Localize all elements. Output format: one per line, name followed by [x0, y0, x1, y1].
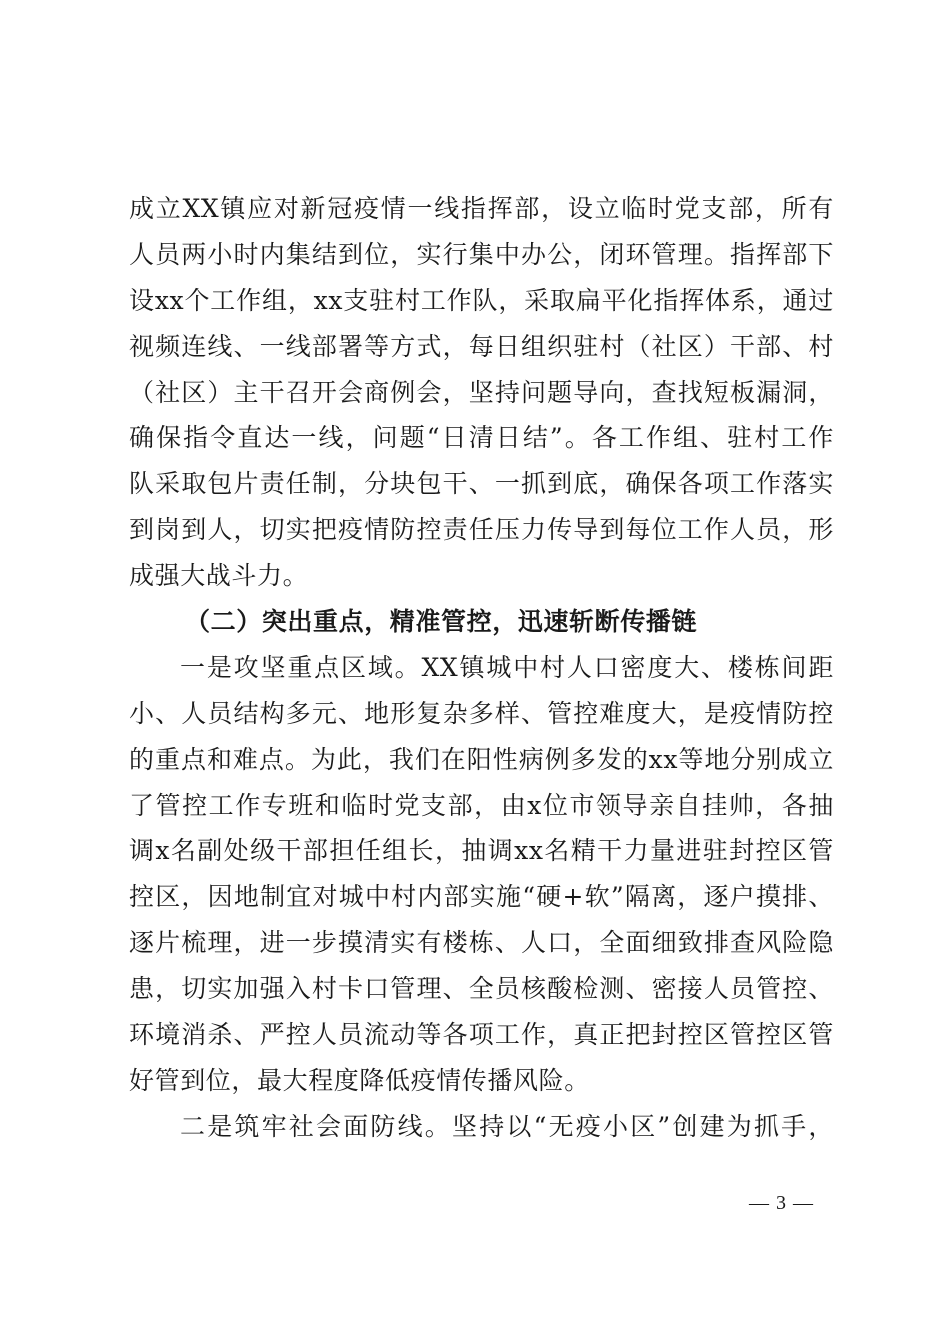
text-line: 逐片梳理，进一步摸清实有楼栋、人口，全面细致排查风险隐 [129, 928, 834, 958]
text-line: 环境消杀、严控人员流动等各项工作，真正把封控区管控区管 [129, 1020, 834, 1050]
section-heading: （二）突出重点，精准管控，迅速斩断传播链 [185, 607, 698, 637]
text-line: 到岗到人，切实把疫情防控责任压力传导到每位工作人员，形 [129, 515, 834, 545]
paragraph-social-defense [129, 1104, 834, 1150]
text-line: （社区）主干召开会商例会，坚持问题导向，查找短板漏洞， [129, 377, 834, 407]
text-line: 的重点和难点。为此，我们在阳性病例多发的xx等地分别成立 [129, 744, 834, 774]
paragraph-command-structure [129, 186, 834, 599]
text-line: 一是攻坚重点区域。XX镇城中村人口密度大、楼栋间距 [180, 652, 834, 682]
text-line: 小、人员结构多元、地形复杂多样、管控难度大，是疫情防控 [129, 698, 834, 728]
text-line: 患，切实加强入村卡口管理、全员核酸检测、密接人员管控、 [129, 974, 834, 1004]
text-line: 成立XX镇应对新冠疫情一线指挥部，设立临时党支部，所有 [129, 194, 834, 223]
text-line: 二是筑牢社会面防线。坚持以“无疫小区”创建为抓手， [180, 1111, 834, 1141]
text-line: 确保指令直达一线，问题“日清日结”。各工作组、驻村工作 [129, 423, 834, 453]
text-line: 设xx个工作组，xx支驻村工作队，采取扁平化指挥体系，通过 [129, 285, 834, 315]
text-line: 视频连线、一线部署等方式，每日组织驻村（社区）干部、村 [129, 331, 834, 361]
page-number: — 3 — [749, 1192, 814, 1214]
text-line: 队采取包片责任制，分块包干、一抓到底，确保各项工作落实 [129, 469, 834, 499]
body-text [129, 186, 834, 1150]
paragraph-key-areas [129, 645, 834, 1104]
text-line: 成强大战斗力。 [129, 561, 309, 591]
text-line: 人员两小时内集结到位，实行集中办公，闭环管理。指挥部下 [129, 239, 834, 269]
text-line: 了管控工作专班和临时党支部，由x位市领导亲自挂帅，各抽 [129, 790, 834, 820]
text-line: 控区，因地制宜对城中村内部实施“硬+软”隔离，逐户摸排、 [129, 882, 834, 912]
text-line: 好管到位，最大程度降低疫情传播风险。 [129, 1065, 590, 1095]
text-line: 调x名副处级干部担任组长，抽调xx名精干力量进驻封控区管 [129, 836, 834, 866]
